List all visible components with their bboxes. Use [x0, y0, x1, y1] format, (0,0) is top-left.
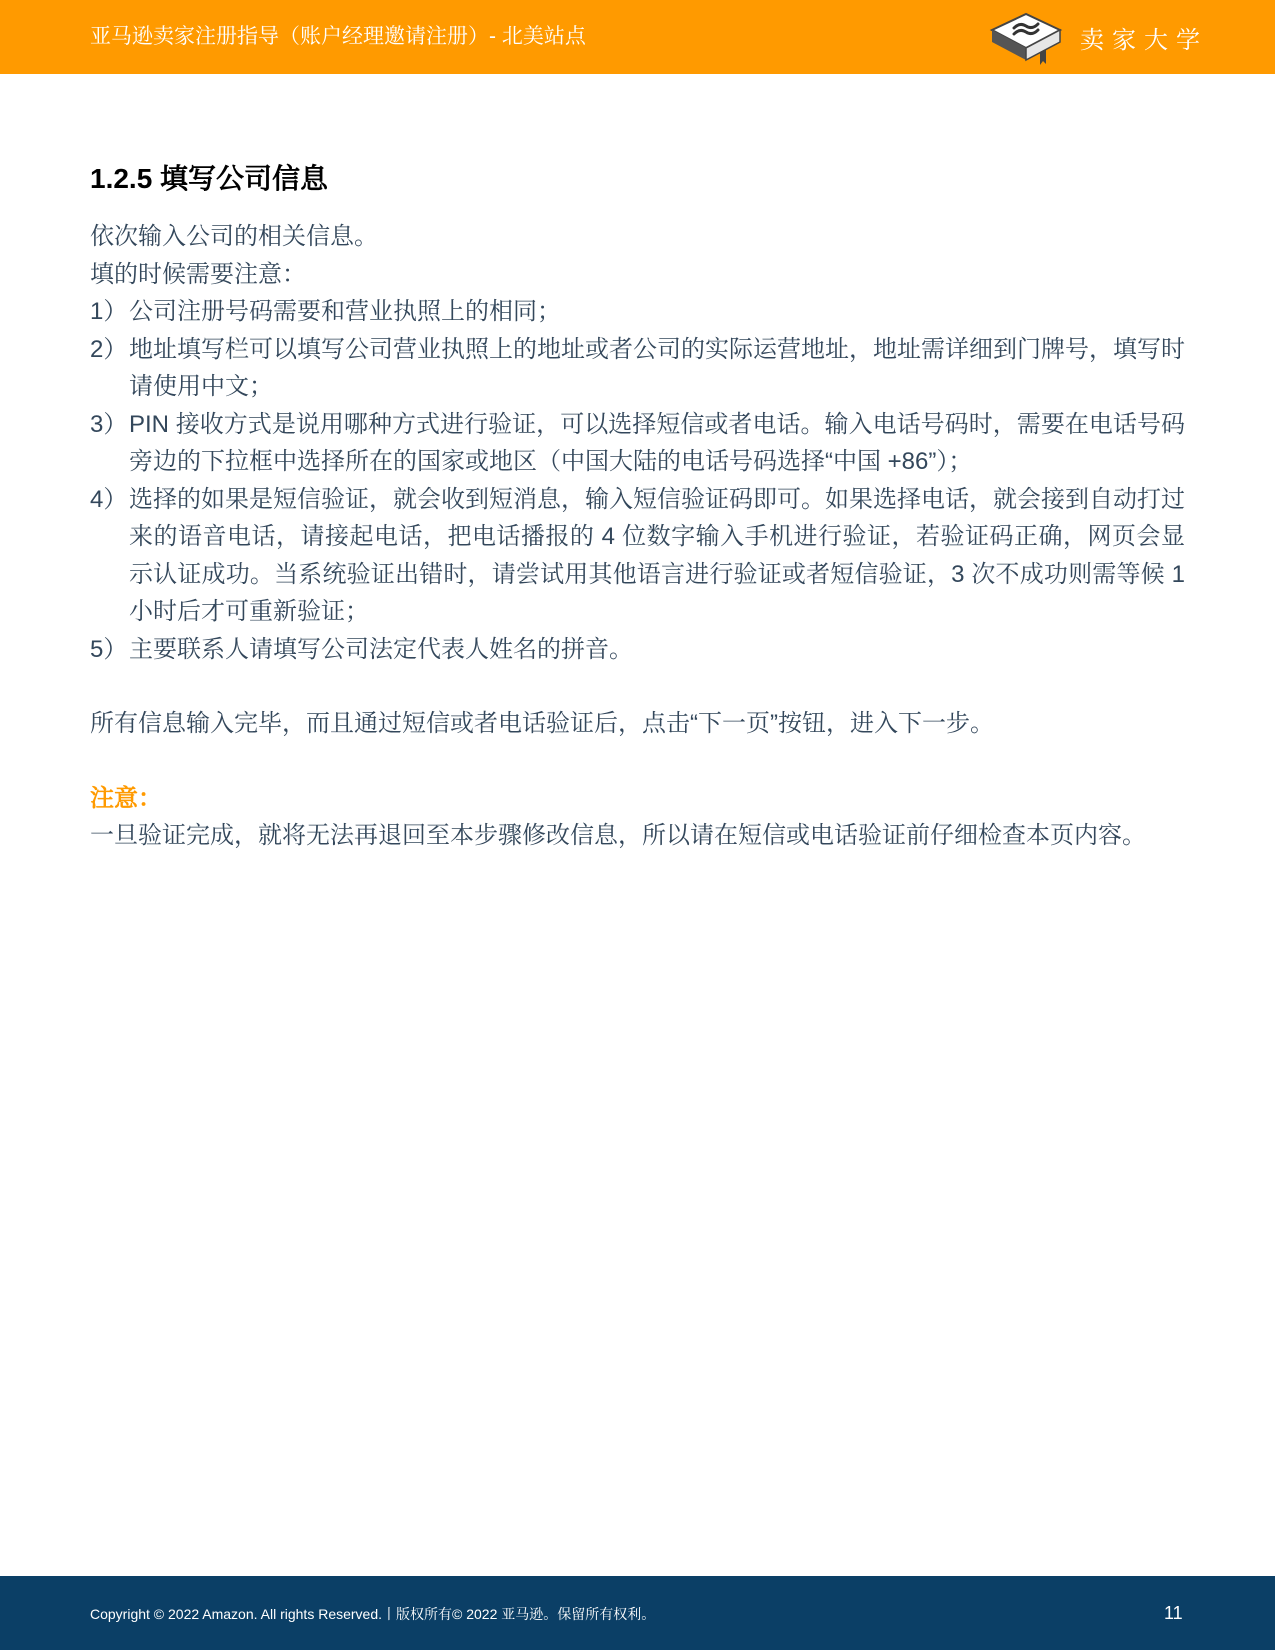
- intro-text: 依次输入公司的相关信息。: [90, 223, 378, 250]
- page-footer: [0, 1576, 1275, 1650]
- page-number: 11: [1164, 1603, 1183, 1623]
- page-header: [0, 0, 1275, 74]
- list-item: [90, 481, 1185, 631]
- list-item-text: 地址填写栏可以填写公司营业执照上的地址或者公司的实际运营地址，地址需详细到门牌号，填写时请使用中文；: [129, 335, 1185, 400]
- note-intro: 填的时候需要注意：: [90, 260, 306, 288]
- list-item-number: 3）: [90, 410, 128, 438]
- list-item: [90, 406, 1185, 481]
- spacer: [90, 743, 1185, 780]
- copyright-text: Copyright © 2022 Amazon. All rights Reserved.丨版权所有© 2022 亚马逊。保留所有权利。: [90, 1606, 656, 1622]
- section-heading: 1.2.5 填写公司信息: [90, 163, 329, 194]
- list-item: [90, 331, 1185, 406]
- list-item: [90, 631, 1185, 669]
- list-item-number: 2）: [90, 335, 128, 363]
- spacer: [90, 668, 1185, 705]
- warning-text: 一旦验证完成，就将无法再退回至本步骤修改信息，所以请在短信或电话验证前仔细检查本页内容。: [90, 822, 1146, 849]
- brand-name: 卖家大学: [1080, 27, 1208, 54]
- list-item-number: 1）: [90, 298, 128, 325]
- list-item: [90, 293, 1185, 331]
- list-item-text: 公司注册号码需要和营业执照上的相同；: [129, 298, 561, 325]
- summary-text: 所有信息输入完毕，而且通过短信或者电话验证后，点击“下一页”按钮，进入下一步。: [90, 710, 994, 737]
- header-title: 亚马逊卖家注册指导（账户经理邀请注册）- 北美站点: [90, 25, 586, 48]
- list-item-number: 4）: [90, 485, 128, 513]
- list-item-number: 5）: [90, 635, 128, 663]
- book-logo-icon: [988, 8, 1064, 66]
- main-content: [90, 158, 1185, 855]
- list-item-text: PIN 接收方式是说用哪种方式进行验证，可以选择短信或者电话。输入电话号码时，需要在电话号码旁边的下拉框中选择所在的国家或地区（中国大陆的电话号码选择“中国 +86”）；: [129, 410, 1185, 475]
- list-item-text: 主要联系人请填写公司法定代表人姓名的拼音。: [129, 635, 633, 663]
- list-item-text: 选择的如果是短信验证，就会收到短消息，输入短信验证码即可。如果选择电话，就会接到自动打过来的语音电话，请接起电话，把电话播报的 4 位数字输入手机进行验证，若验证码正确，网页会显示认证成功。当系统验证出错时，请尝试用其他语言进行验证或者短信验证，3 次不成功则需等候 1 小时后才可重新验证；: [129, 485, 1185, 625]
- warning-label: 注意：: [90, 784, 162, 812]
